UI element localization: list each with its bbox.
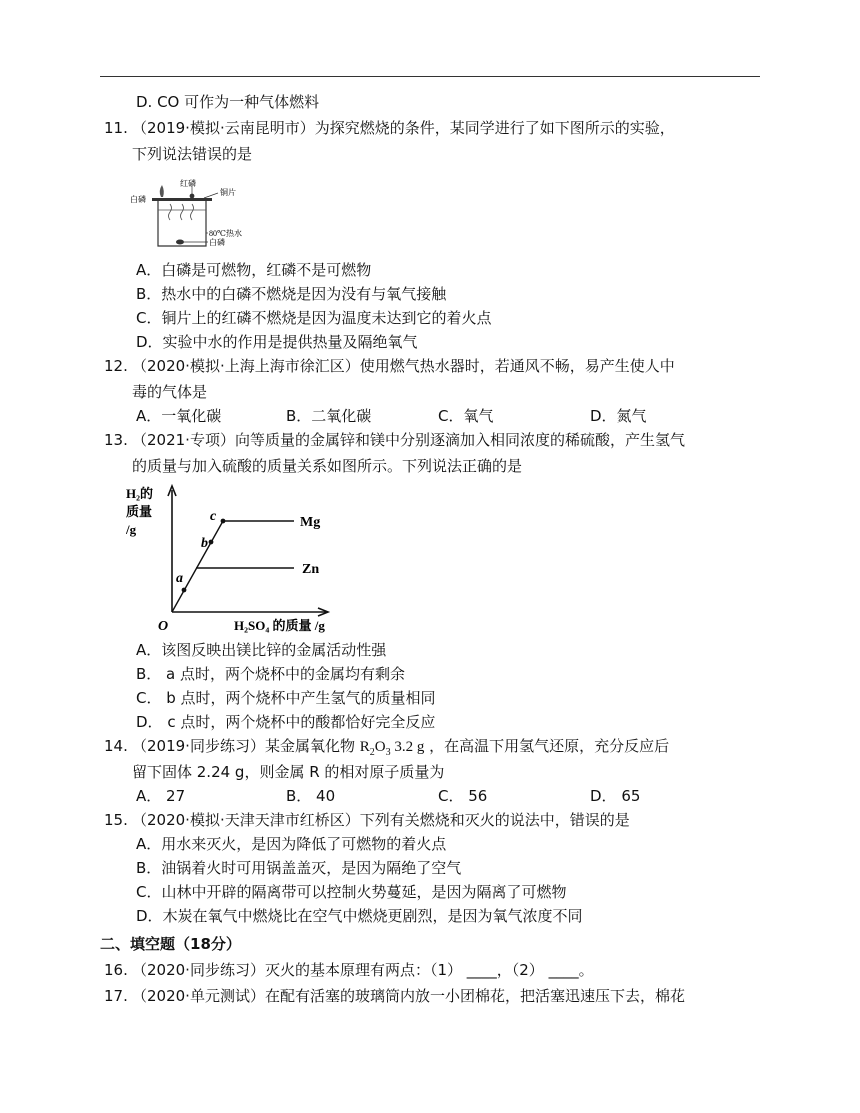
q14-number: 14. — [104, 737, 128, 755]
q14-stem-line1 — [132, 736, 669, 763]
q13-chart — [126, 484, 346, 634]
white-phosphorus-bottom — [176, 240, 184, 245]
section-title-fill-in: 二、填空题（18分） — [100, 935, 241, 953]
q11-number: 11. — [104, 119, 128, 137]
q13-stem-line1: （2021·专项）向等质量的金属锌和镁中分别逐滴加入相同浓度的稀硫酸，产生氢气 — [132, 431, 685, 449]
beaker — [158, 201, 206, 246]
q14-stem-post: ，在高温下用氢气还原，充分反应后 — [424, 737, 670, 755]
formula-r: R — [359, 739, 370, 755]
q11-option-b: B．热水中的白磷不燃烧是因为没有与氧气接触 — [136, 285, 447, 303]
q13-stem-line2: 的质量与加入硫酸的质量关系如图所示。下列说法正确的是 — [132, 457, 523, 475]
q12-number: 12. — [104, 357, 128, 375]
point-b — [209, 540, 214, 545]
q13-option-b: B． a 点时，两个烧杯中的金属均有剩余 — [136, 665, 406, 683]
point-b-label: b — [201, 536, 208, 551]
formula-sub-3: 3 — [385, 747, 391, 758]
y-axis-label-line1: H₂的 — [126, 486, 154, 501]
q11-stem-line2: 下列说法错误的是 — [132, 145, 253, 163]
label-hot-water: 80℃热水 — [209, 229, 242, 238]
point-c-label: c — [210, 509, 217, 524]
q12-option-b: B．二氧化碳 — [286, 407, 372, 425]
q14-option-a: A． 27 — [136, 787, 186, 805]
q13-option-c: C． b 点时，两个烧杯中产生氢气的质量相同 — [136, 689, 436, 707]
q15-number: 15. — [104, 811, 128, 829]
q14-stem-pre: （2019·同步练习）某金属氧化物 — [132, 737, 360, 755]
q12-option-d: D．氮气 — [590, 407, 647, 425]
q12-option-a: A．一氧化碳 — [136, 407, 222, 425]
origin-label: O — [158, 619, 169, 634]
formula-sub-2: 2 — [369, 747, 375, 758]
q15-option-a: A．用水来灭火，是因为降低了可燃物的着火点 — [136, 835, 447, 853]
series-label-zn: Zn — [302, 562, 320, 577]
q15-option-b: B．油锅着火时可用锅盖盖灭，是因为隔绝了空气 — [136, 859, 462, 877]
q13-number: 13. — [104, 431, 128, 449]
label-red-phosphorus: 红磷 — [180, 179, 196, 188]
red-phosphorus — [190, 194, 195, 199]
q15-stem-line1: （2020·模拟·天津天津市红桥区）下列有关燃烧和灭火的说法中，错误的是 — [132, 811, 630, 829]
q10-option-d: D. CO 可作为一种气体燃料 — [136, 93, 320, 111]
q11-option-d: D．实验中水的作用是提供热量及隔绝氧气 — [136, 333, 418, 351]
y-axis-label-line3: /g — [126, 522, 137, 537]
x-axis-label: H₂SO₄ 的质量 /g — [234, 618, 325, 633]
label-white-phosphorus-left: 白磷 — [130, 195, 146, 204]
q11-option-a: A．白磷是可燃物，红磷不是可燃物 — [136, 261, 372, 279]
vapor-curl — [191, 204, 194, 220]
point-a-label: a — [176, 571, 183, 586]
q13-option-d: D． c 点时，两个烧杯中的酸都恰好完全反应 — [136, 713, 436, 731]
flame-icon — [160, 185, 164, 197]
leader-line — [204, 193, 218, 198]
q15-option-c: C．山林中开辟的隔离带可以控制火势蔓延，是因为隔离了可燃物 — [136, 883, 567, 901]
label-white-phosphorus-bottom: 白磷 — [209, 238, 225, 247]
point-a — [182, 588, 187, 593]
q14-stem-line2: 留下固体 2.24 g，则金属 R 的相对原子质量为 — [132, 763, 445, 781]
q14-option-b: B． 40 — [286, 787, 336, 805]
q17-number: 17. — [104, 987, 128, 1005]
point-c — [221, 519, 226, 524]
header-rule — [100, 76, 760, 77]
formula-o: O — [374, 739, 386, 755]
y-axis-label-line2: 质量 — [126, 504, 153, 519]
q11-experiment-figure — [128, 176, 278, 252]
copper-plate — [152, 198, 212, 201]
q13-option-a: A．该图反映出镁比锌的金属活动性强 — [136, 641, 387, 659]
q12-stem-line1: （2020·模拟·上海上海市徐汇区）使用燃气热水器时，若通风不畅，易产生使人中 — [132, 357, 675, 375]
q11-option-c: C．铜片上的红磷不燃烧是因为温度未达到它的着火点 — [136, 309, 492, 327]
vapor-curl — [169, 204, 172, 220]
q15-option-d: D．木炭在氧气中燃烧比在空气中燃烧更剧烈，是因为氧气浓度不同 — [136, 907, 583, 925]
q14-option-d: D． 65 — [590, 787, 641, 805]
q12-option-c: C．氧气 — [438, 407, 494, 425]
vapor-curl — [181, 204, 184, 220]
series-line-mg — [172, 521, 294, 612]
label-copper-plate: 铜片 — [220, 188, 236, 197]
formula-mass: 3.2 g — [390, 739, 425, 755]
q16-stem-line1: （2020·同步练习）灭火的基本原理有两点：（1） ____，（2） ____。 — [132, 961, 594, 979]
q14-formula — [359, 739, 425, 758]
q11-stem-line1: （2019·模拟·云南昆明市）为探究燃烧的条件，某同学进行了如下图所示的实验， — [132, 119, 675, 137]
series-label-mg: Mg — [300, 515, 321, 530]
q16-number: 16. — [104, 961, 128, 979]
q14-option-c: C． 56 — [438, 787, 488, 805]
q17-stem-line1: （2020·单元测试）在配有活塞的玻璃筒内放一小团棉花，把活塞迅速压下去，棉花 — [132, 987, 685, 1005]
q12-stem-line2: 毒的气体是 — [132, 383, 208, 401]
